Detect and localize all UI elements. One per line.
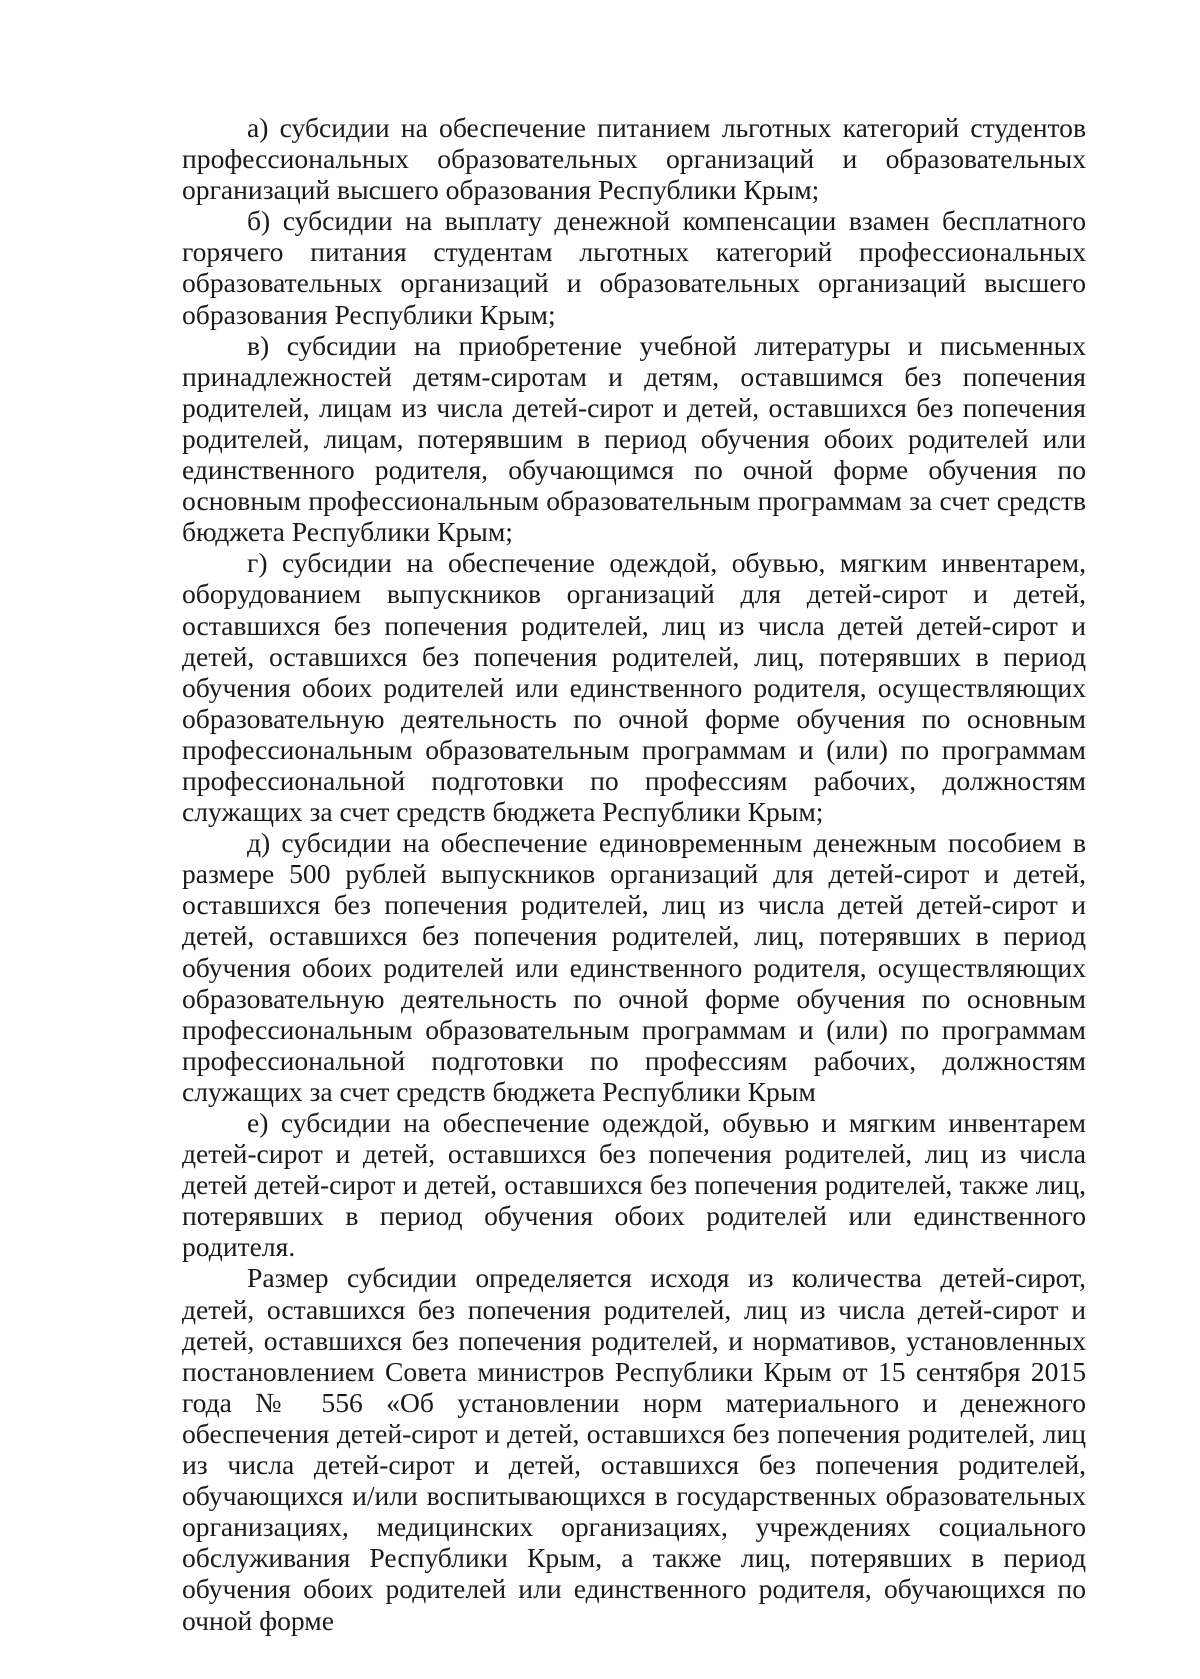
paragraph-subsidy-size: Размер субсидии определяется исходя из количества детей-сирот, детей, оставшихся без попечения родителей, лиц из числа детей-сирот и детей, оставшихся без попечения родителей, и нормативов, установленных постановлением Совета министров Республики Крым от 15 сентября 2015 года № 556 «Об установлении норм материального и денежного обеспечения детей-сирот и детей, оставшихся без попечения родителей, лиц из числа детей-сирот и детей, оставшихся без попечения родителей, обучающихся и/или воспитывающихся в государственных образовательных организациях, медицинских организациях, учреждениях социального обслуживания Республики Крым, а также лиц, потерявших в период обучения обоих родителей или единственного родителя, обучающихся по очной форме <box>182 1262 1086 1636</box>
paragraph-item-g: г) субсидии на обеспечение одеждой, обувью, мягким инвентарем, оборудованием выпускников организаций для детей-сирот и детей, оставшихся без попечения родителей, лиц из числа детей детей-сирот и детей, оставшихся без попечения родителей, лиц, потерявших в период обучения обоих родителей или единственного родителя, осуществляющих образовательную деятельность по очной форме обучения по основным профессиональным образовательным программам и (или) по программам профессиональной подготовки по профессиям рабочих, должностям служащих за счет средств бюджета Республики Крым; <box>182 547 1086 828</box>
paragraph-item-d: д) субсидии на обеспечение единовременным денежным пособием в размере 500 рублей выпускников организаций для детей-сирот и детей, оставшихся без попечения родителей, лиц из числа детей детей-сирот и детей, оставшихся без попечения родителей, лиц, потерявших в период обучения обоих родителей или единственного родителя, осуществляющих образовательную деятельность по очной форме обучения по основным профессиональным образовательным программам и (или) по программам профессиональной подготовки по профессиям рабочих, должностям служащих за счет средств бюджета Республики Крым <box>182 827 1086 1107</box>
paragraph-item-b: б) субсидии на выплату денежной компенсации взамен бесплатного горячего питания студентам льготных категорий профессиональных образовательных организаций и образовательных организаций высшего образования Республики Крым; <box>182 205 1086 330</box>
paragraph-item-v: в) субсидии на приобретение учебной литературы и письменных принадлежностей детям-сиротам и детям, оставшимся без попечения родителей, лицам из числа детей-сирот и детей, оставшихся без попечения родителей, лицам, потерявшим в период обучения обоих родителей или единственного родителя, обучающимся по очной форме обучения по основным профессиональным образовательным программам за счет средств бюджета Республики Крым; <box>182 329 1086 548</box>
paragraph-item-a: а) субсидии на обеспечение питанием льготных категорий студентов профессиональных образовательных организаций и образовательных организаций высшего образования Республики Крым; <box>182 112 1086 206</box>
paragraph-item-e: е) субсидии на обеспечение одеждой, обувью и мягким инвентарем детей-сирот и детей, оставшихся без попечения родителей, лиц из числа детей детей-сирот и детей, оставшихся без попечения родителей, также лиц, потерявших в период обучения обоих родителей или единственного родителя. <box>182 1107 1086 1263</box>
document-body <box>182 112 1086 1636</box>
